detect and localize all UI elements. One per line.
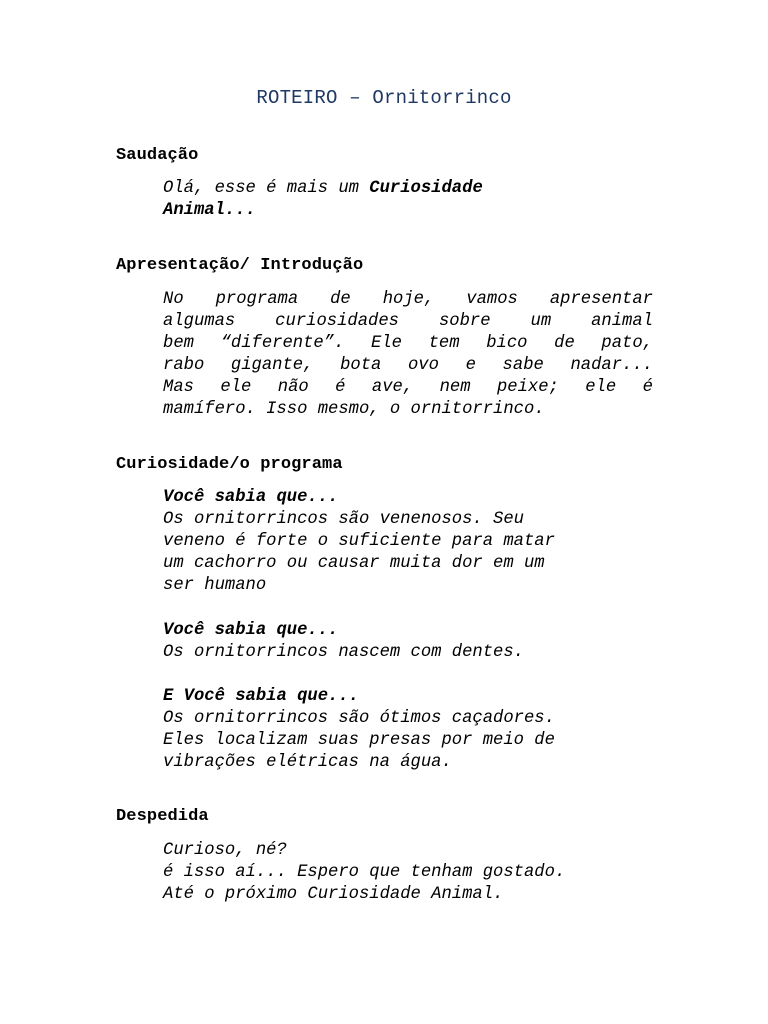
paragraph-line: Os ornitorrincos são ótimos caçadores. (163, 709, 555, 728)
section-heading-saudacao: Saudação (116, 146, 199, 165)
apresentacao-paragraph (163, 289, 653, 421)
paragraph-line: rabo gigante, bota ovo e sabe nadar... (163, 356, 653, 375)
paragraph-line: Curioso, né? (163, 841, 287, 860)
paragraph-line: mamífero. Isso mesmo, o ornitorrinco. (163, 400, 545, 419)
fact-block-2 (163, 620, 653, 664)
paragraph-line: Os ornitorrincos são venenosos. Seu (163, 510, 524, 529)
saudacao-paragraph (163, 178, 653, 222)
paragraph-line (163, 178, 653, 200)
section-heading-despedida: Despedida (116, 807, 209, 826)
section-heading-curiosidade: Curiosidade/o programa (116, 455, 343, 474)
paragraph-line: Animal... (163, 201, 256, 220)
despedida-paragraph (163, 840, 653, 906)
section-heading-apresentacao: Apresentação/ Introdução (116, 256, 364, 275)
paragraph-line: Eles localizam suas presas por meio de (163, 731, 555, 750)
fact-block-3 (163, 686, 653, 774)
paragraph-line: bem “diferente”. Ele tem bico de pato, (163, 334, 653, 353)
document-title: ROTEIRO – Ornitorrinco (256, 87, 512, 109)
paragraph-line: algumas curiosidades sobre um animal (163, 312, 653, 331)
fact-block-1 (163, 487, 653, 597)
paragraph-line: veneno é forte o suficiente para matar (163, 532, 555, 551)
paragraph-line: um cachorro ou causar muita dor em um (163, 554, 545, 573)
fact-lead: E Você sabia que... (163, 687, 359, 706)
fact-lead: Você sabia que... (163, 621, 339, 640)
paragraph-line: Até o próximo Curiosidade Animal. (163, 885, 504, 904)
paragraph-line: Mas ele não é ave, nem peixe; ele é (163, 378, 653, 397)
paragraph-line: No programa de hoje, vamos apresentar (163, 290, 653, 309)
paragraph-line: é isso aí... Espero que tenham gostado. (163, 863, 566, 882)
paragraph-line: vibrações elétricas na água. (163, 753, 452, 772)
fact-lead: Você sabia que... (163, 488, 339, 507)
paragraph-line: ser humano (163, 576, 267, 595)
paragraph-line: Os ornitorrincos nascem com dentes. (163, 643, 524, 662)
text-run: Olá, esse é mais um (163, 179, 370, 198)
text-run-bold: Curiosidade (369, 179, 483, 198)
